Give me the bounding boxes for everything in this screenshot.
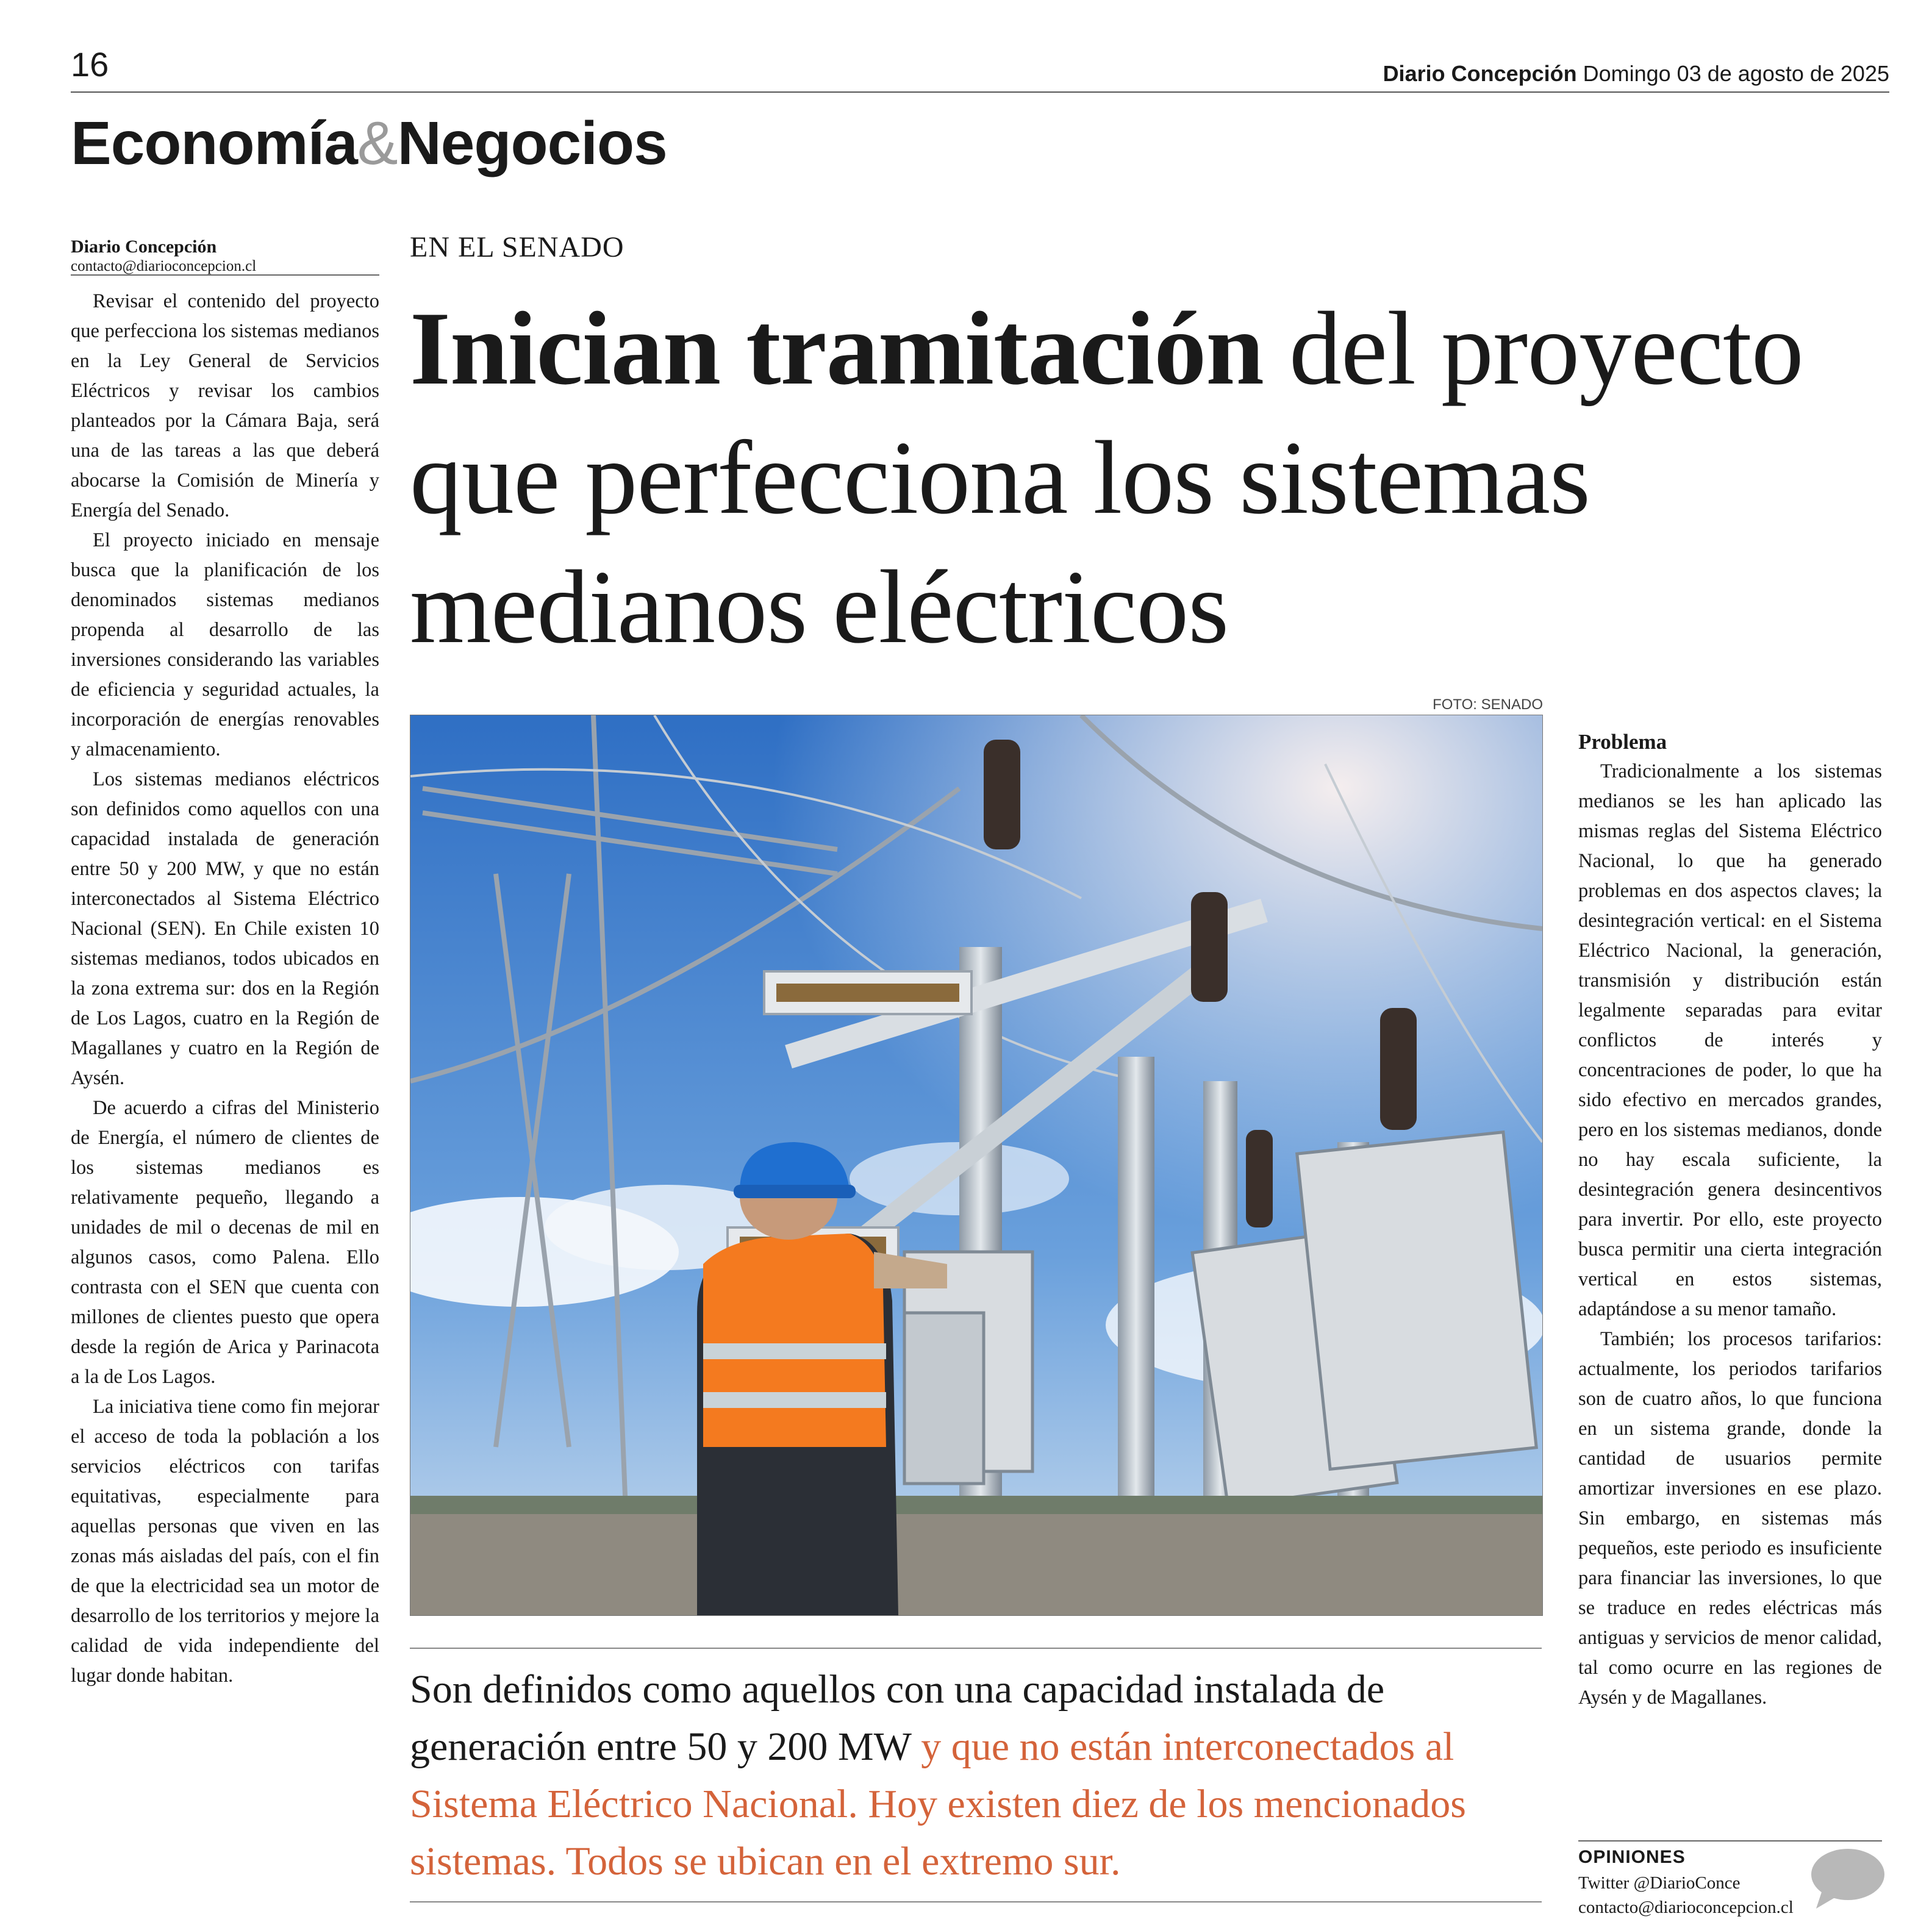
section-part2: Negocios bbox=[397, 109, 667, 177]
opinions-rule bbox=[1578, 1840, 1882, 1842]
byline-rule bbox=[71, 274, 379, 276]
right-column bbox=[1578, 727, 1882, 1713]
byline bbox=[71, 237, 379, 275]
byline-name: Diario Concepción bbox=[71, 237, 217, 257]
article-photo bbox=[410, 715, 1543, 1616]
caption-plain: Son definidos como aquellos con una capacidad instalada de generación entre 50 y 200 MW bbox=[410, 1667, 1385, 1769]
section-heading bbox=[71, 109, 667, 179]
speech-bubble-icon bbox=[1810, 1848, 1886, 1911]
body-paragraph: También; los procesos tarifarios: actualmente, los periodos tarifarios son de cuatro años, lo que funciona en un sistema grande, donde la cantidad de usuarios permite amortizar inversiones en ese plazo. Sin embargo, en sistemas más pequeños, este periodo es insuficiente para financiar las inversiones, lo que se traduce en redes eléctricas más antiguas y servicios de menor calidad, tal como ocurre en las regiones de Aysén y de Magallanes. bbox=[1578, 1328, 1882, 1709]
opinions-twitter: Twitter @DiarioConce bbox=[1578, 1873, 1741, 1893]
headline-bold: Inician tramitación bbox=[410, 291, 1264, 407]
body-paragraph: La iniciativa tiene como fin mejorar el acceso de toda la población a los servicios eléctricos con tarifas equitativas, especialmente para aquellas personas que viven en las zonas más aisladas del país, con el fin de que la electricidad sea un motor de desarrollo de los territorios y mejore la calidad de vida independiente del lugar donde habitan. bbox=[71, 1396, 379, 1687]
left-column bbox=[71, 287, 379, 1691]
opinions-email: contacto@diarioconcepcion.cl bbox=[1578, 1898, 1794, 1917]
headline-rest: del proyecto que perfecciona los sistemas medianos eléctricos bbox=[410, 291, 1803, 665]
photo-credit: FOTO: SENADO bbox=[1433, 696, 1543, 713]
body-paragraph: El proyecto iniciado en mensaje busca que la planificación de los denominados sistemas medianos propenda al desarrollo de las inversiones considerando las variables de eficiencia y seguridad actuales, la incorporación de energías renovables y almacenamiento. bbox=[71, 529, 379, 760]
body-paragraph: Los sistemas medianos eléctricos son definidos como aquellos con una capacidad instalada de generación entre 50 y 200 MW, y que no están interconectados al Sistema Eléctrico Nacional (SEN). En Chile existen 10 sistemas medianos, todos ubicados en la zona extrema sur: dos en la Región de Los Lagos, cuatro en la Región de Magallanes y cuatro en la Región de Aysén. bbox=[71, 768, 379, 1089]
substation-worker-illustration bbox=[410, 715, 1542, 1615]
page-number: 16 bbox=[71, 45, 109, 84]
body-paragraph: Tradicionalmente a los sistemas medianos se les han aplicado las mismas reglas del Sistema Eléctrico Nacional, lo que ha generado problemas en dos aspectos claves; la desintegración vertical: en el Sistema Eléctrico Nacional, la generación, transmisión y distribución están legalmente separadas para evitar conflictos de interés y concentraciones de poder, lo que ha sido efectivo en mercados grandes, pero en los sistemas medianos, donde no hay escala suficiente, la desintegración genera desincentivos para invertir. Por ello, este proyecto busca permitir una cierta integración vertical en estos sistemas, adaptándose a su menor tamaño. bbox=[1578, 760, 1882, 1320]
caption-top-rule bbox=[410, 1648, 1542, 1649]
top-rule bbox=[71, 91, 1889, 93]
right-subhead: Problema bbox=[1578, 730, 1667, 754]
byline-email: contacto@diarioconcepcion.cl bbox=[71, 257, 257, 274]
opinions-title: OPINIONES bbox=[1578, 1847, 1686, 1867]
section-ampersand: & bbox=[357, 109, 398, 177]
caption-bottom-rule bbox=[410, 1901, 1542, 1902]
caption-accent: y que no están interconectados al Sistema Eléctrico Nacional. Hoy existen diez de los mencionados sistemas. Todos se ubican en el extremo sur. bbox=[410, 1724, 1466, 1884]
article-headline bbox=[410, 284, 1898, 672]
photo-caption bbox=[410, 1661, 1542, 1890]
article-kicker: EN EL SENADO bbox=[410, 231, 624, 263]
body-paragraph: De acuerdo a cifras del Ministerio de Energía, el número de clientes de los sistemas medianos es relativamente pequeño, llegando a unidades de mil o decenas de mil en algunos casos, como Palena. Ello contrasta con el SEN que cuenta con millones de clientes puesto que opera desde la región de Arica y Parinacota a la de Los Lagos. bbox=[71, 1097, 379, 1388]
section-part1: Economía bbox=[71, 109, 357, 177]
masthead-paper: Diario Concepción bbox=[1383, 61, 1577, 86]
masthead-date: Domingo 03 de agosto de 2025 bbox=[1576, 61, 1889, 86]
masthead bbox=[1383, 61, 1889, 87]
body-paragraph: Revisar el contenido del proyecto que perfecciona los sistemas medianos en la Ley General de Servicios Eléctricos y revisar los cambios planteados por la Cámara Baja, será una de las tareas a las que deberá abocarse la Comisión de Minería y Energía del Senado. bbox=[71, 290, 379, 521]
